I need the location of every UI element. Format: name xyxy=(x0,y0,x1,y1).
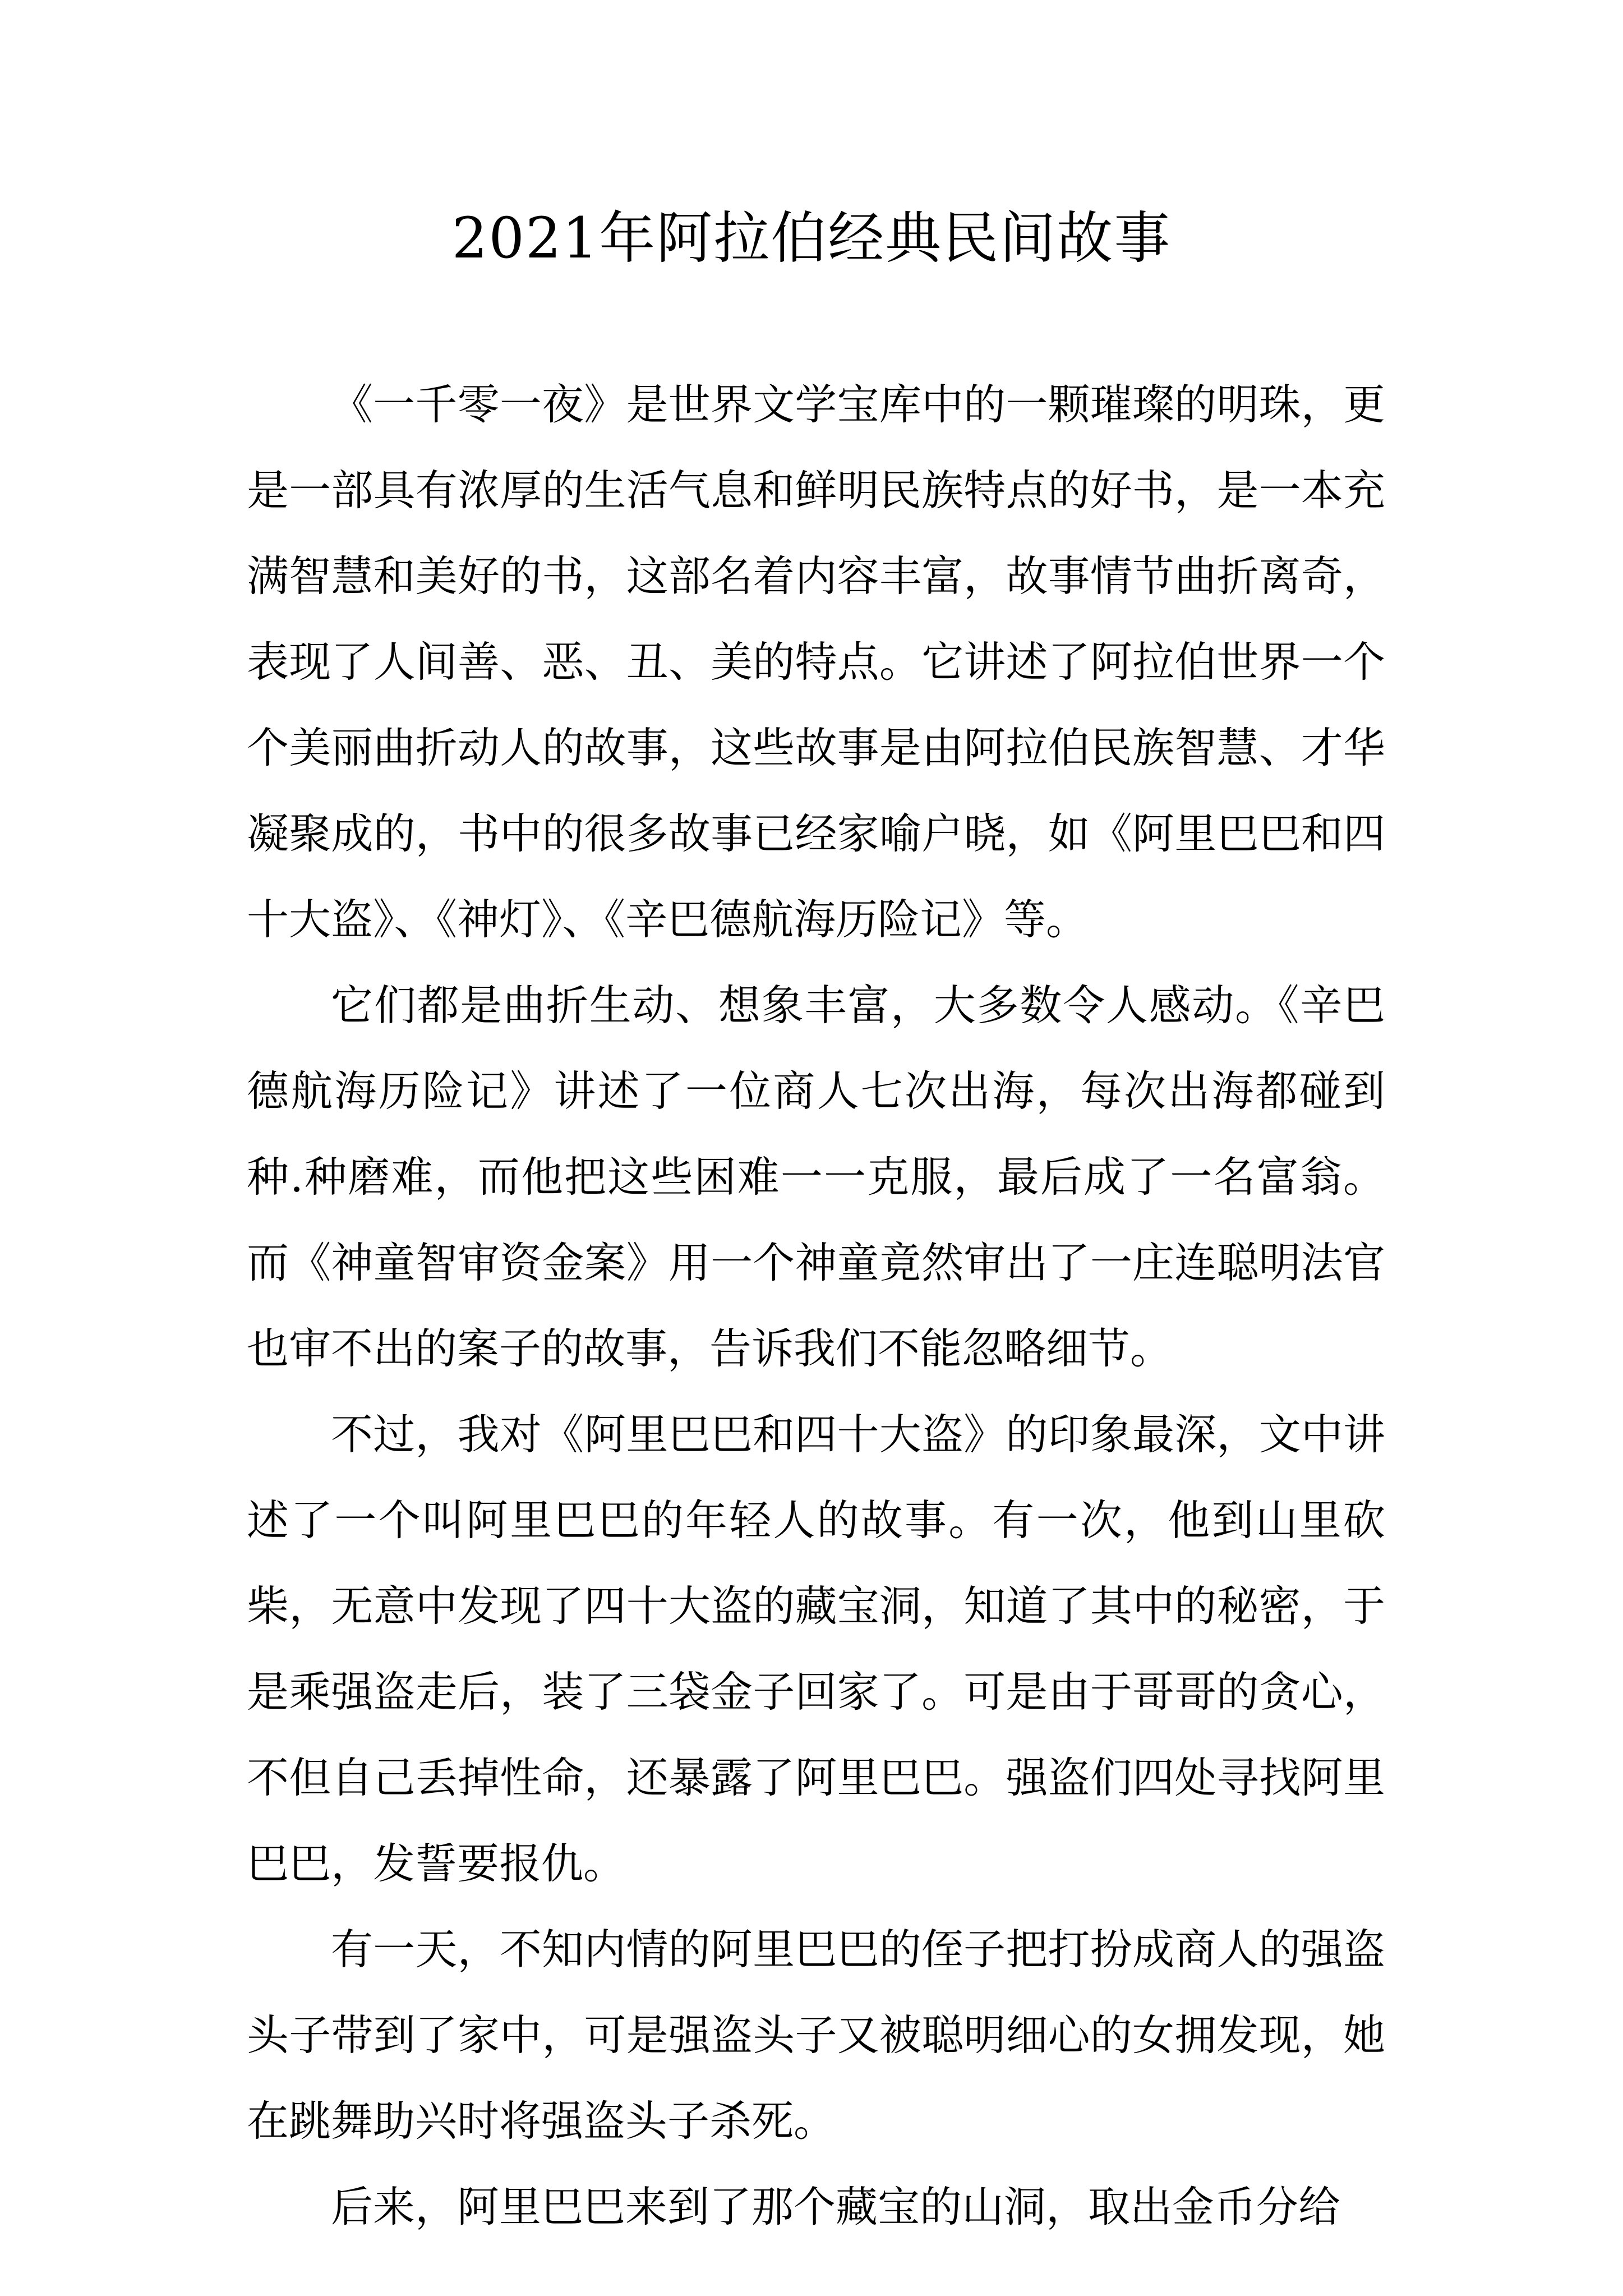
document-body xyxy=(247,362,1385,2250)
paragraph-1: 《一千零一夜》是世界文学宝库中的一颗璀璨的明珠，更是一部具有浓厚的生活气息和鲜明民族特点的好书，是一本充满智慧和美好的书，这部名着内容丰富，故事情节曲折离奇，表现了人间善、恶、丑、美的特点。它讲述了阿拉伯世界一个个美丽曲折动人的故事，这些故事是由阿拉伯民族智慧、才华凝聚成的，书中的很多故事已经家喻户晓，如《阿里巴巴和四十大盗》、《神灯》、《辛巴德航海历险记》等。 xyxy=(247,380,1385,944)
paragraph-2: 它们都是曲折生动、想象丰富，大多数令人感动。《辛巴德航海历险记》讲述了一位商人七次出海，每次出海都碰到种.种磨难，而他把这些困难一一克服，最后成了一名富翁。而《神童智审资金案》用一个神童竟然审出了一庄连聪明法官也审不出的案子的故事，告诉我们不能忽略细节。 xyxy=(247,981,1385,1373)
paragraph-4: 有一天，不知内情的阿里巴巴的侄子把打扮成商人的强盗头子带到了家中，可是强盗头子又被聪明细心的女拥发现，她在跳舞助兴时将强盗头子杀死。 xyxy=(247,1925,1385,2146)
paragraph-3: 不过，我对《阿里巴巴和四十大盗》的印象最深，文中讲述了一个叫阿里巴巴的年轻人的故事。有一次，他到山里砍柴，无意中发现了四十大盗的藏宝洞，知道了其中的秘密，于是乘强盗走后，装了三袋金子回家了。可是由于哥哥的贪心，不但自己丢掉性命，还暴露了阿里巴巴。强盗们四处寻找阿里巴巴，发誓要报仇。 xyxy=(247,1410,1385,1888)
paragraph-5: 后来，阿里巴巴来到了那个藏宝的山洞，取出金币分给 xyxy=(331,2182,1341,2231)
document-title: 2021年阿拉伯经典民间故事 xyxy=(451,205,1172,271)
